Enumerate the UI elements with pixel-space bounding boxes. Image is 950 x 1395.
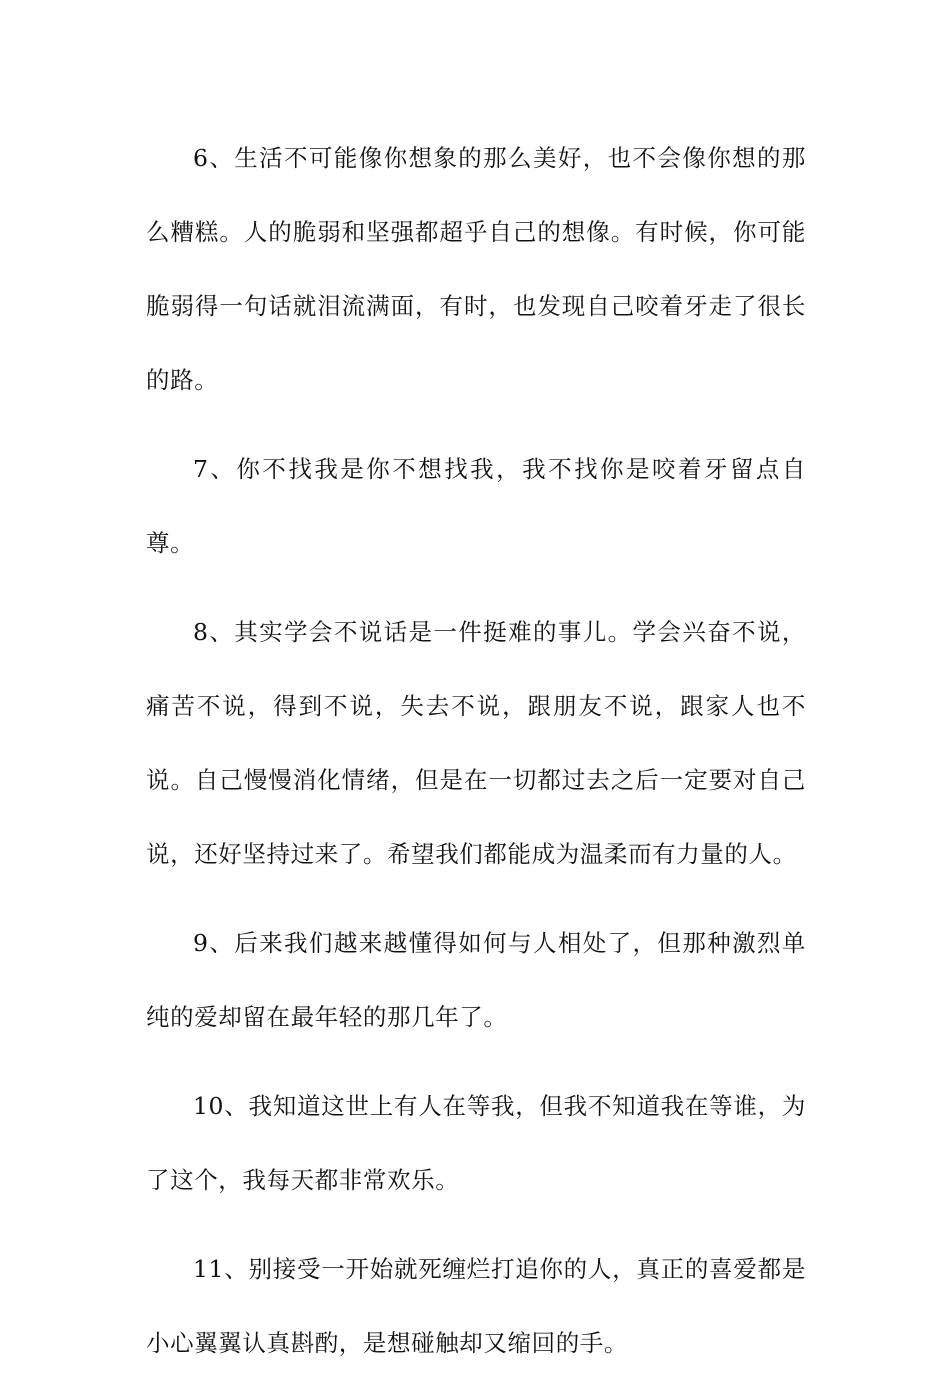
document-body (146, 121, 806, 1395)
paragraph-10: 10、我知道这世上有人在等我，但我不知道我在等谁，为了这个，我每天都非常欢乐。 (146, 1092, 806, 1194)
paragraph-11: 11、别接受一开始就死缠烂打追你的人，真正的喜爱都是小心翼翼认真斟酌，是想碰触却又缩回的手。 (146, 1255, 806, 1357)
paragraph-9: 9、后来我们越来越懂得如何与人相处了，但那种激烈单纯的爱却留在最年轻的那几年了。 (146, 929, 806, 1031)
paragraph-7: 7、你不找我是你不想找我，我不找你是咬着牙留点自尊。 (146, 455, 806, 557)
paragraph-8: 8、其实学会不说话是一件挺难的事儿。学会兴奋不说，痛苦不说，得到不说，失去不说，跟朋友不说，跟家人也不说。自己慢慢消化情绪，但是在一切都过去之后一定要对自己说，还好坚持过来了。希望我们都能成为温柔而有力量的人。 (146, 618, 806, 868)
paragraph-6: 6、生活不可能像你想象的那么美好，也不会像你想的那么糟糕。人的脆弱和坚强都超乎自己的想像。有时候，你可能脆弱得一句话就泪流满面，有时，也发现自己咬着牙走了很长的路。 (146, 144, 806, 394)
